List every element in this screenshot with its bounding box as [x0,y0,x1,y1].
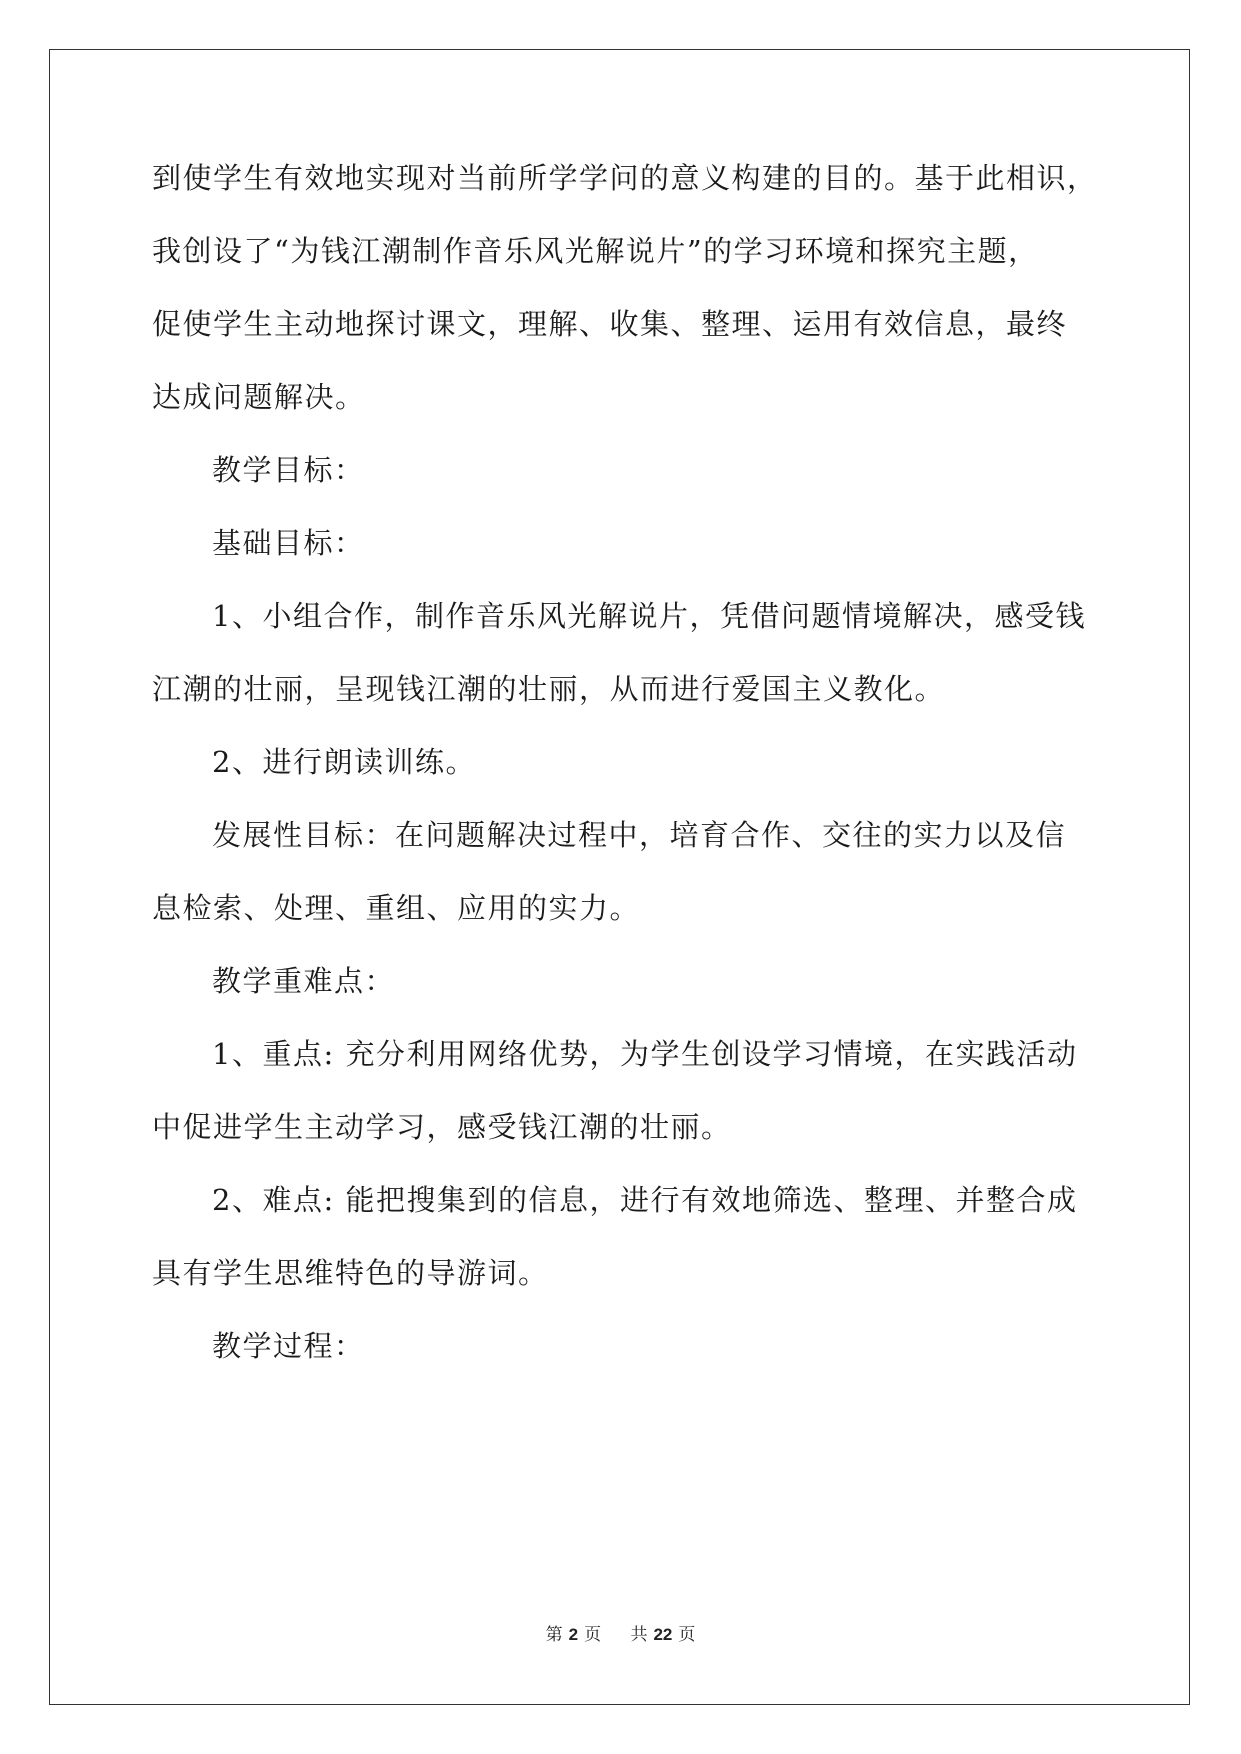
page-indicator [540,1625,607,1645]
section-heading: 教学重难点： [212,964,396,998]
page-footer [0,1620,1241,1645]
text-line: 1、重点: 充分利用网络优势，为学生创设学习情境，在实践活动 [212,1037,1078,1071]
text-line: 达成问题解决。 [152,380,366,414]
total-suffix: 页 [678,1625,696,1645]
section-heading: 教学过程： [212,1329,365,1363]
section-heading: 教学目标： [212,453,365,487]
total-indicator [624,1625,701,1645]
text-line: 具有学生思维特色的导游词。 [152,1256,549,1290]
text-line: 息检索、处理、重组、应用的实力。 [152,891,641,925]
text-line: 发展性目标：在问题解决过程中，培育合作、交往的实力以及信 [212,818,1067,852]
page-border [49,49,1190,1705]
page-suffix: 页 [584,1625,602,1645]
text-line: 1、小组合作，制作音乐风光解说片，凭借问题情境解决，感受钱 [212,599,1086,633]
total-pages: 22 [653,1625,673,1644]
text-line: 江潮的壮丽，呈现钱江潮的壮丽，从而进行爱国主义教化。 [152,672,946,706]
text-line: 2、难点: 能把搜集到的信息，进行有效地筛选、整理、并整合成 [212,1183,1078,1217]
total-prefix: 共 [630,1625,648,1645]
text-line: 我创设了“为钱江潮制作音乐风光解说片”的学习环境和探究主题， [152,234,1039,268]
text-line: 到使学生有效地实现对当前所学学问的意义构建的目的。基于此相识， [152,161,1098,195]
text-line: 促使学生主动地探讨课文，理解、收集、整理、运用有效信息，最终 [152,307,1068,341]
text-line: 中促进学生主动学习，感受钱江潮的壮丽。 [152,1110,732,1144]
text-line: 2、进行朗读训练。 [212,745,476,779]
page-prefix: 第 [545,1625,563,1645]
section-heading: 基础目标： [212,526,365,560]
page-number: 2 [568,1625,579,1644]
